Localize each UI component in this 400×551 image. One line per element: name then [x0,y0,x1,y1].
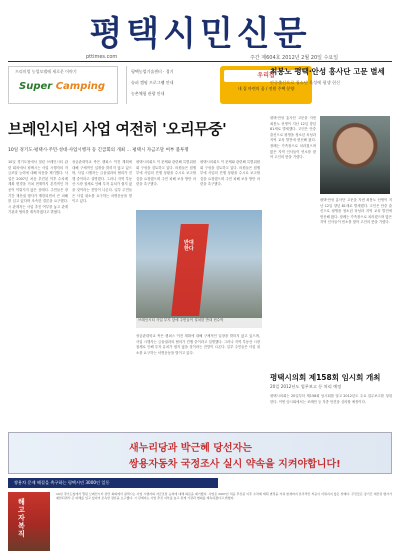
lead-body-col2: 성균관대학교 측은 캠퍼스 이전 계획에 대해 구체적인 입장을 밝히지 않고 있으며, 사업 시행자는 금융권과의 협의가 진행 중이라고 설명했다. 그러나 지역 부동산 시장 침체로 인해 투자 유치가 쉽지 않을 것이라는 전망이 나온다. 일부 주민들은 사업 취소를 요구하는 서명운동을 벌이고 있다. [72,160,132,204]
ad-list-item: 슈퍼 캠핑 프로그램 안내 [131,80,174,85]
council-subhead: 20일 2012년도 업무보고 등 처리 예정 [270,384,342,389]
issue-info: 주간 제604호 2012년 2월 20일 수요일 [250,55,339,61]
obituary-body-2: 평택·안성 흥사단 고문을 지낸 최봉노 선생이 지난 12일 향년 81세로 별세했다. 고인은 안중 출신으로 평생을 청소년 육성과 지역 교육 발전에 헌신해 왔다. 장례는 가족장으로 치러졌으며 많은 지역 인사들이 빈소를 찾아 고인의 뜻을 기렸다. [320,198,392,225]
slogan-ad[interactable] [8,432,392,474]
lead-article-header [8,118,258,154]
super-ad-tagline: 프리미엄 농업모델에 새로운 이야기 [15,69,77,74]
obituary-portrait [320,116,390,194]
lead-body-col5: 성균관대학교 측은 캠퍼스 이전 계획에 대해 구체적인 입장을 밝히지 않고 있으며, 사업 시행자는 금융권과의 협의가 진행 중이라고 설명했다. 그러나 지역 부동산 시장 침체로 인해 투자 유치가 쉽지 않을 것이라는 전망이 나온다. 일부 주민들은 사업 취소를 요구하는 서명운동을 벌이고 있다. [136,334,260,355]
signatories-bar: 쌍용차 문제 해결을 촉구하는 평택시민 3000인 일동 [8,478,218,488]
council-body: 평택시의회는 20일부터 제158회 임시회를 열고 2012년도 주요 업무보고를 청취한다. 이번 임시회에서는 조례안 등 각종 안건을 심의할 예정이다. [270,394,392,404]
newspaper-title[interactable]: 평택시민신문 [89,14,311,54]
obituary-subhead: 안중출신으로 청소년 육성에 평생 헌신 [270,80,341,85]
lead-body-col3: 평택시의회도 이 문제와 관련해 특별위원회 구성을 검토하고 있다. 의원들은 집행부에 사업의 진행 상황을 수시로 보고할 것을 요청했으며 주민 피해 보상 방안 마련을 촉구했다. [136,160,196,187]
slogan-line1: 새누리당과 박근혜 당선자는 [129,443,252,454]
banner-tower-text: 반대한다 [184,240,194,252]
masthead-rule [8,61,392,62]
protest-banner-text: 해고자 복직 [18,498,25,538]
lead-body-col1: 10일 경기도청에서 열린 브레인시티 관련 회의에서 평택시는 사업 시행자의 자금조달 능력에 대해 의문을 제기했다. 사업은 2007년 처음 추진된 이후 수차례 계획 변경을 거쳐 현재까지 본격적인 착공이 이뤄지지 않은 상태다. 주민들은 장기간 재산권 행사가 제한되면서 큰 피해를 입고 있다며 조속한 결론을 요구했다. 시 관계자는 사업 추진 여부를 놓고 관계 기관과 협의를 계속하겠다고 밝혔다. [8,160,68,215]
lead-headline[interactable]: 브레인시티 사업 여전히 '오리무중' [8,120,227,138]
super-camping-logo: Super Camping [19,81,106,92]
protest-sign-photo[interactable] [136,210,262,328]
masthead [0,0,400,60]
obituary-body: 평택·안성 흥사단 고문을 지낸 최봉노 선생이 지난 12일 향년 81세로 별세했다. 고인은 안중 출신으로 평생을 청소년 육성과 지역 교육 발전에 헌신해 왔다. 장례는 가족장으로 치러졌으며 많은 지역 인사들이 빈소를 찾아 고인의 뜻을 기렸다. [270,116,316,160]
obituary-headline[interactable]: 최봉노 평택·안성 흥사단 고문 별세 [270,67,385,76]
lead-body-col4: 평택시의회도 이 문제와 관련해 특별위원회 구성을 검토하고 있다. 의원들은 집행부에 사업의 진행 상황을 수시로 보고할 것을 요청했으며 주민 피해 보상 방안 마련을 촉구했다. [200,160,260,187]
ad-text-list[interactable] [126,66,216,104]
housing-ad-sub: 내 집 마련의 꿈 / 전원 주택 분양 [237,86,295,91]
banner-tower [171,224,209,316]
photo-caption: 브레인시티 사업 부지 앞에 주민들이 설치한 반대 현수막 [136,318,262,328]
slogan-line2: 쌍용자동차 국정조사 실시 약속을 지켜야합니다! [129,459,341,470]
housing-ad-title: 우리집 [224,70,308,82]
signatories-list: 10일 경기도청에서 열린 브레인시티 관련 회의에서 평택시는 사업 시행자의 자금조달 능력에 대해 의문을 제기했다. 사업은 2007년 처음 추진된 이후 수차례 계획 변경을 거쳐 현재까지 본격적인 착공이 이뤄지지 않은 상태다. 주민들은 장기간 재산권 행사가 제한되면서 큰 피해를 입고 있다며 조속한 결론을 요구했다. 시 관계자는 사업 추진 여부를 놓고 관계 기관과 협의를 계속하겠다고 밝혔다. [56,492,392,501]
site-url[interactable]: pttimes.com [86,54,118,60]
ad-list-item: 농촌체험 관광 안내 [131,91,165,96]
ad-list-item: 평택농업기술센터 · 경기 [131,69,174,74]
super-camping-ad[interactable] [8,66,118,104]
protest-banner-photo [8,492,50,551]
council-headline[interactable]: 평택시의회 제158회 임시회 개최 [270,373,381,382]
lead-subhead: 10일 경기도·평택시·주민·성대·사업시행자 등 긴급회의 개최 ... 평택시 자금조달 여부 불투명 [8,148,189,153]
